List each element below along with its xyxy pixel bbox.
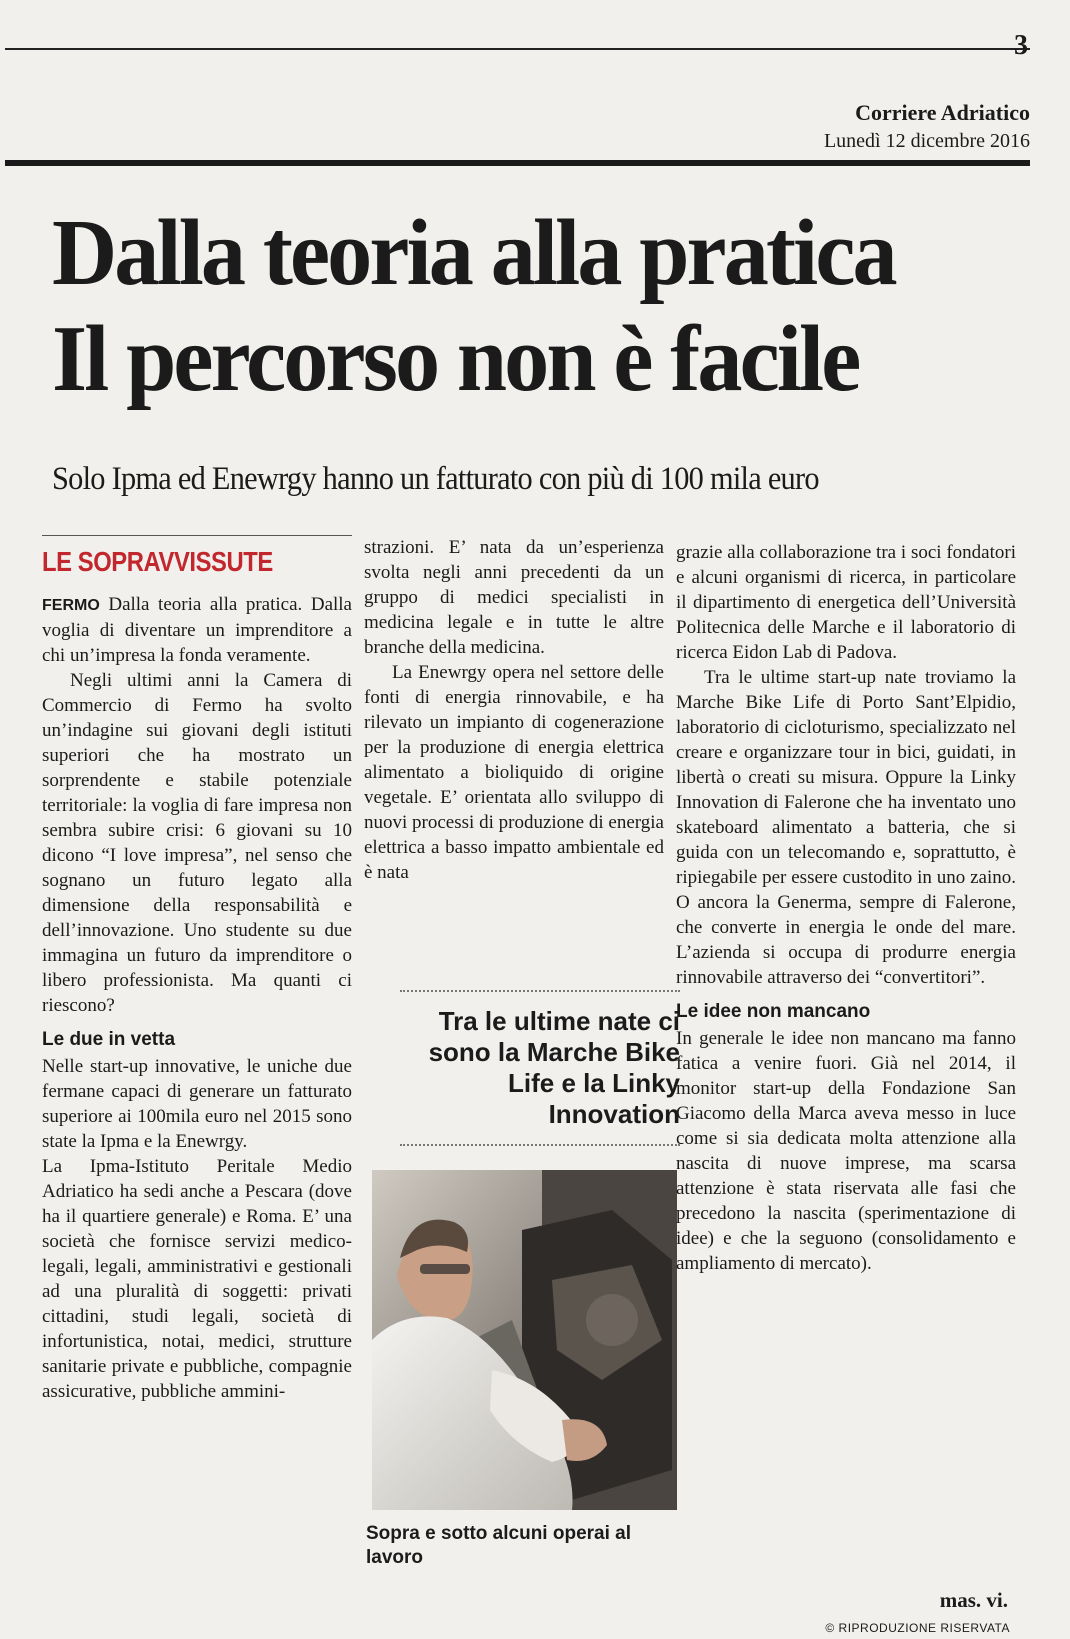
- paragraph: strazioni. E’ nata da un’esperienza svolta negli anni precedenti da un gruppo di medici specialisti in medicina legale e in tutte le altre branche della medicina.: [364, 537, 664, 658]
- top-rule: [5, 48, 1030, 50]
- section-kicker: LE SOPRAVVISSUTE: [42, 546, 273, 577]
- paragraph: Tra le ultime start-up nate troviamo la Marche Bike Life di Porto Sant’Elpidio, laboratorio di cicloturismo, specializzato nel creare e organizzare tour in bici, guidati, in libertà o creati su misura. Oppure la Linky Innovation di Falerone che ha inventato uno skateboard alimentato a batteria, che si guida con un telecomando e, soprattutto, è ripiegabile per essere custodito in uno zaino. O ancora la Generma, sempre di Falerone, che converte in energia le onde del mare. L’azienda si occupa di produrre energia rinnovabile attraverso dei “convertitori”.: [676, 667, 1016, 988]
- masthead-rule: [5, 160, 1030, 166]
- subhead: Le idee non mancano: [676, 1001, 871, 1022]
- pull-quote: Tra le ultime nate ci sono la Marche Bike Life e la Linky Innovation: [428, 1006, 680, 1129]
- headline: [52, 200, 1002, 412]
- copyright-notice: © RIPRODUZIONE RISERVATA: [825, 1621, 1010, 1635]
- paragraph: Negli ultimi anni la Camera di Commercio di Fermo ha svolto un’indagine sui giovani degli istituti superiori che ha mostrato un sorprendente e stabile potenziale territoriale: la voglia di fare impresa non sembra subire crisi: 6 giovani su 10 dicono “I love impresa”, nel senso che sognano un futuro legato alla dimensione della responsabilità e dell’innovazione. Uno studente su due immagina un futuro da imprenditore o libero professionista. Ma quanti ci riescono?: [42, 670, 352, 1016]
- author-signature: mas. vi.: [939, 1588, 1008, 1612]
- dateline: FERMO: [42, 597, 100, 614]
- photo-caption: Sopra e sotto alcuni operai al lavoro: [366, 1523, 632, 1568]
- paragraph: grazie alla collaborazione tra i soci fondatori e alcuni organismi di ricerca, in particolare il dipartimento di energetica dell’Università Politecnica delle Marche e il laboratorio di ricerca Eidon Lab di Padova.: [676, 542, 1016, 663]
- subhead: Le due in vetta: [42, 1029, 176, 1050]
- worker-photo-illustration: [372, 1170, 677, 1510]
- article-column-1: [42, 535, 352, 1404]
- kicker-rule: [42, 535, 352, 536]
- paragraph: In generale le idee non mancano ma fanno fatica a venire fuori. Già nel 2014, il monitor start-up della Fondazione San Giacomo della Marca aveva messo in luce come si sia dedicata molta attenzione alla nascita di nuove imprese, ma scarsa attenzione è stata riservata alle fasi che precedono la nascita (sperimentazione di idee) e che la seguono (consolidamento e ampliamento di mercato).: [676, 1028, 1016, 1274]
- subheadline: Solo Ipma ed Enewrgy hanno un fatturato con più di 100 mila euro: [52, 461, 819, 497]
- paragraph: Nelle start-up innovative, le uniche due fermane capaci di generare un fatturato superiore ai 100mila euro nel 2015 sono state la Ipma e la Enewrgy.: [42, 1056, 352, 1152]
- pull-quote-rule: [400, 990, 680, 992]
- masthead: [824, 98, 1030, 154]
- paragraph-text: Dalla teoria alla pratica. Dalla voglia di diventare un imprenditore a chi un’impresa la fonda veramente.: [42, 594, 352, 666]
- issue-date: Lunedì 12 dicembre 2016: [823, 130, 1030, 152]
- paragraph: La Enewrgy opera nel settore delle fonti di energia rinnovabile, e ha rilevato un impianto di cogenerazione per la produzione di energia elettrica alimentato a bioliquido di origine vegetale. E’ orientata allo sviluppo di nuovi processi di produzione di energia elettrica a basso impatto ambientale ed è nata: [364, 662, 664, 883]
- pull-quote-box: [384, 990, 680, 1146]
- newspaper-name: Corriere Adriatico: [855, 100, 1030, 125]
- paragraph: [42, 592, 352, 668]
- article-column-2: [364, 535, 664, 885]
- headline-line-1: Dalla teoria alla pratica: [52, 201, 895, 305]
- page-number: 3: [1014, 30, 1028, 61]
- pull-quote-rule: [400, 1144, 680, 1146]
- article-column-3: [676, 540, 1016, 1276]
- headline-line-2: Il percorso non è facile: [52, 307, 859, 411]
- paragraph: La Ipma-Istituto Peritale Medio Adriatico ha sedi anche a Pescara (dove ha il quartiere generale) e Roma. E’ una società che fornisce servizi medico-legali, legali, amministrativi e gestionali ad una pluralità di soggetti: privati cittadini, studi legali, società di infortunistica, notai, medici, strutture sanitarie private e pubbliche, compagnie assicurative, pubbliche ammini-: [42, 1156, 352, 1402]
- worker-photo: [372, 1170, 677, 1510]
